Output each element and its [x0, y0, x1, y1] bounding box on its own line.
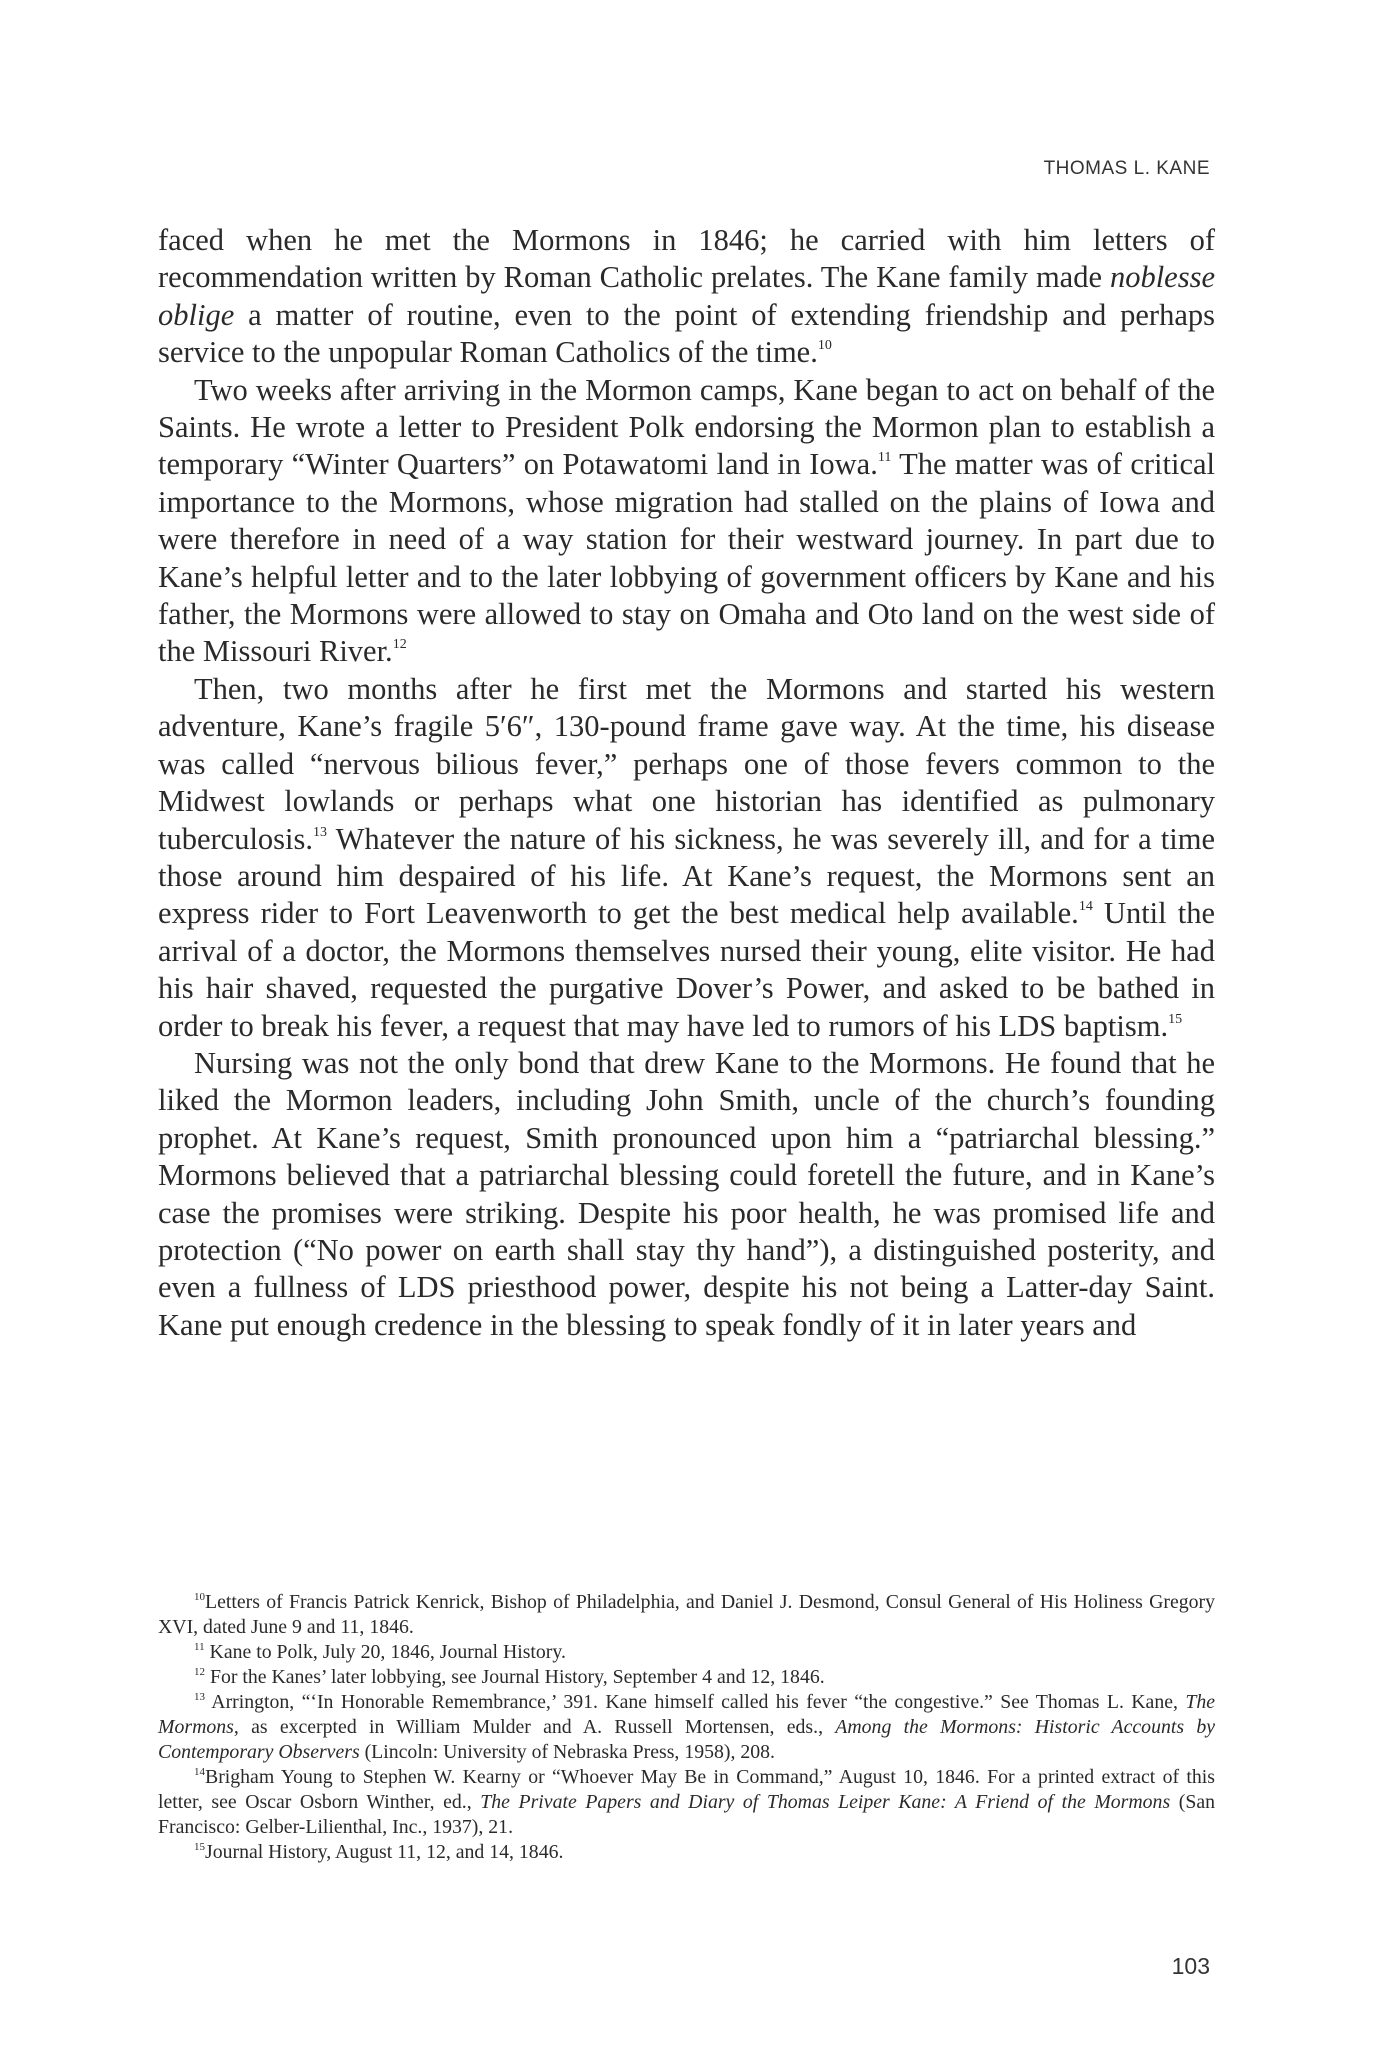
footnote-marker: 15 — [194, 1841, 205, 1853]
footnote — [158, 1690, 1215, 1765]
footnote-marker: 11 — [877, 450, 892, 466]
footnote-marker: 13 — [313, 824, 328, 840]
paragraph — [158, 1045, 1215, 1344]
footnote-marker: 15 — [1168, 1011, 1183, 1027]
footnote-marker: 10 — [817, 338, 832, 354]
footnote-marker: 12 — [194, 1666, 205, 1678]
text-run: Until the arrival of a doctor, the Mormons themselves nursed their young, elite visitor. He had his hair shaved, requested the purgative Dover’s Power, and asked to be bathed in order to break his fever, a request that may have led to rumors of his LDS baptism. — [158, 896, 1215, 1043]
italic-text: The Private Papers and Diary of Thomas Leiper Kane: A Friend of the Mormons — [480, 1791, 1171, 1813]
text-run: Arrington, “‘In Honorable Remembrance,’ 391. Kane himself called his fever “the congestive.” See Thomas L. Kane, — [205, 1691, 1186, 1713]
text-run: Kane to Polk, July 20, 1846, Journal History. — [204, 1641, 566, 1663]
footnote-marker: 12 — [392, 637, 407, 653]
footnote-marker: 14 — [194, 1766, 205, 1778]
text-run: faced when he met the Mormons in 1846; he carried with him letters of recommendation written by Roman Catholic prelates. The Kane family made — [158, 223, 1215, 295]
page-number: 103 — [1171, 1953, 1210, 1979]
footnotes — [158, 1590, 1215, 1865]
text-run: Two weeks after arriving in the Mormon camps, Kane began to act on behalf of the Saints. He wrote a letter to President Polk endorsing the Mormon plan to establish a temporary “Winter Quarters” on Potawatomi land in Iowa. — [158, 372, 1215, 482]
paragraph — [158, 372, 1215, 671]
text-run: Journal History, August 11, 12, and 14, 1846. — [205, 1841, 564, 1863]
footnote — [158, 1765, 1215, 1840]
footnote-marker: 13 — [194, 1691, 205, 1703]
footnote — [158, 1590, 1215, 1640]
text-run: Brigham Young to Stephen W. Kearny or “Whoever May Be in Command,” August 10, 1846. For a printed extract of this letter, see Oscar Osborn Winther, ed., — [158, 1766, 1215, 1813]
paragraph — [158, 222, 1215, 372]
text-run: (San Francisco: Gelber-Lilienthal, Inc., 1937), 21. — [158, 1791, 1215, 1838]
footnote-marker: 11 — [194, 1641, 205, 1653]
italic-text: noblesse oblige — [158, 260, 1215, 332]
text-run: The matter was of critical importance to the Mormons, whose migration had stalled on the plains of Iowa and were therefore in need of a way station for their westward journey. In part due to Kane’s helpful letter and to the later lobbying of government officers by Kane and his father, the Mormons were allowed to stay on Omaha and Oto land on the west side of the Missouri River. — [158, 447, 1215, 669]
body-text — [158, 222, 1215, 1344]
footnote-marker: 10 — [194, 1591, 205, 1603]
text-run: Then, two months after he first met the Mormons and started his western adventure, Kane’s fragile 5′6″, 130-pound frame gave way. At the time, his disease was called “nervous bilious fever,” perhaps one of those fevers common to the Midwest lowlands or perhaps what one historian has identified as pulmonary tuberculosis. — [158, 671, 1215, 856]
text-run: Nursing was not the only bond that drew Kane to the Mormons. He found that he liked the Mormon leaders, including John Smith, uncle of the church’s founding prophet. At Kane’s request, Smith pronounced upon him a “patriarchal blessing.” Mormons believed that a patriarchal blessing could foretell the future, and in Kane’s case the promises were striking. Despite his poor health, he was promised life and protection (“No power on earth shall stay thy hand”), a distinguished posterity, and even a fullness of LDS priesthood power, despite his not being a Latter-day Saint. Kane put enough credence in the blessing to speak fondly of it in later years and — [158, 1045, 1215, 1342]
running-head: THOMAS L. KANE — [1043, 158, 1210, 179]
footnote — [158, 1840, 1215, 1865]
text-run: a matter of routine, even to the point of extending friendship and perhaps service to the unpopular Roman Catholics of the time. — [158, 297, 1215, 370]
italic-text: Among the Mormons: Historic Accounts by Contemporary Observers — [158, 1716, 1215, 1763]
text-run: Whatever the nature of his sickness, he was severely ill, and for a time those around him despaired of his life. At Kane’s request, the Mormons sent an express rider to Fort Leavenworth to get the best medical help available. — [158, 821, 1215, 931]
text-run: (Lincoln: University of Nebraska Press, 1958), 208. — [359, 1741, 775, 1763]
text-run: For the Kanes’ later lobbying, see Journal History, September 4 and 12, 1846. — [205, 1666, 825, 1688]
text-run: Letters of Francis Patrick Kenrick, Bishop of Philadelphia, and Daniel J. Desmond, Consul General of His Holiness Gregory XVI, dated June 9 and 11, 1846. — [158, 1591, 1215, 1638]
paragraph — [158, 671, 1215, 1045]
footnote — [158, 1665, 1215, 1690]
text-run: , as excerpted in William Mulder and A. Russell Mortensen, eds., — [233, 1716, 836, 1738]
footnote-marker: 14 — [1078, 899, 1093, 915]
italic-text: The Mormons — [158, 1691, 1215, 1738]
footnote — [158, 1640, 1215, 1665]
